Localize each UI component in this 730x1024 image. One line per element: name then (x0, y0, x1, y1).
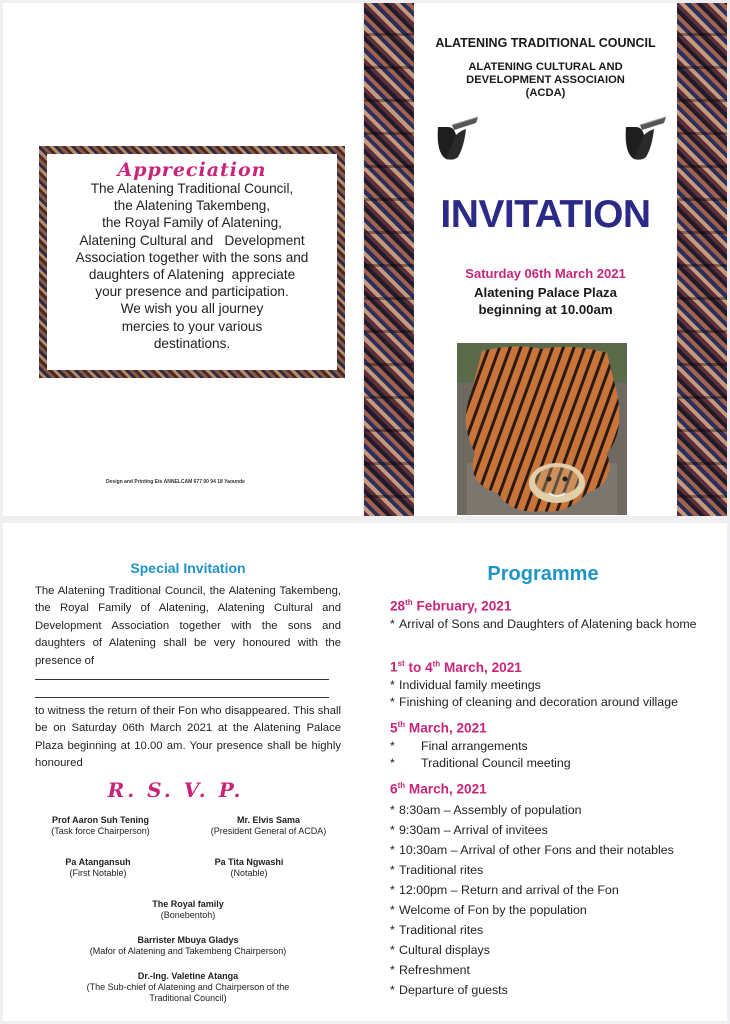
programme-item-text: 8:30am – Assembly of population (399, 803, 582, 817)
date-rest: March, 2021 (405, 781, 487, 797)
association-line: ALATENING CULTURAL AND (468, 61, 623, 73)
programme-item-text: Cultural displays (399, 943, 490, 957)
signatory-name: The Royal family (152, 899, 224, 909)
appreciation-line: your presence and participation. (95, 284, 289, 300)
traditional-pattern-border-right (677, 3, 727, 516)
programme-item-text: 12:00pm – Return and arrival of the Fon (399, 883, 619, 897)
association-line: (ACDA) (525, 87, 566, 99)
back-cover-page (3, 3, 362, 516)
date-rest: to 4th March, 2021 (404, 659, 522, 675)
date-suffix: th (397, 720, 406, 729)
date-day: 28 (390, 598, 406, 614)
programme-date (390, 781, 487, 797)
venue-line: Alatening Palace Plaza (474, 285, 617, 300)
signatory-name: Barrister Mbuya Gladys (137, 935, 239, 945)
programme-item-text: Arrival of Sons and Daughters of Alatening back home (399, 617, 697, 631)
programme-item: * Refreshment (390, 963, 470, 977)
guest-name-line (35, 679, 329, 680)
signatory-role: (The Sub-chief of Alatening and Chairperson of the Traditional Council) (86, 982, 290, 1003)
traditional-pattern-border-left (364, 3, 414, 516)
programme-item-text: Welcome of Fon by the population (399, 903, 587, 917)
date-rest: March, 2021 (405, 720, 487, 736)
programme-item: * 12:00pm – Return and arrival of the Fon (390, 883, 619, 897)
signatory-name: Mr. Elvis Sama (236, 815, 301, 825)
signatory (48, 857, 148, 879)
programme-item-text: Final arrangements (421, 739, 528, 753)
programme-item-text: Finishing of cleaning and decoration around village (399, 695, 678, 709)
programme-item-text: Traditional rites (399, 863, 484, 877)
programme-item-text: Refreshment (399, 963, 470, 977)
date-suffix: st (397, 659, 405, 668)
signatory-role: (First Notable) (69, 868, 127, 878)
association-name (414, 61, 677, 100)
programme-item: * Traditional rites (390, 923, 484, 937)
date-rest: February, 2021 (412, 598, 512, 614)
council-title: ALATENING TRADITIONAL COUNCIL (435, 36, 656, 50)
programme-item: * 10:30am – Arrival of other Fons and their notables (390, 843, 674, 857)
date-day: 1 (390, 659, 398, 675)
programme-item: * 9:30am – Arrival of invitees (390, 823, 548, 837)
event-venue (414, 284, 677, 318)
venue-line: beginning at 10.00am (478, 302, 613, 317)
date-suffix: th (397, 781, 406, 790)
appreciation-line: destinations. (153, 335, 231, 351)
rsvp-title: R. S. V. P. (107, 778, 244, 802)
signatory (43, 815, 158, 837)
date-day: 6 (390, 781, 398, 797)
programme-item: * Traditional Council meeting (390, 756, 571, 770)
programme-item-text: Traditional rites (399, 923, 484, 937)
gong-icon (432, 113, 480, 168)
appreciation-line: Association together with the sons and (75, 249, 309, 265)
design-credit: Design and Printing Ets ANNELCAM 677 00 94 18 Yaounde (106, 479, 245, 485)
special-invitation-text-continued: to witness the return of their Fon who disappeared. This shall be on Saturday 06th March 2021 at the Alatening Palace Plaza beginning at 10.00 am. Your presence shall be highly honoured (35, 705, 341, 770)
programme-item: * Departure of guests (390, 983, 508, 997)
tiger-skin-photo (457, 343, 627, 515)
appreciation-title: Appreciation (117, 159, 267, 181)
signatory (193, 857, 305, 879)
appreciation-line: The Alatening Traditional Council, (90, 181, 294, 196)
signatory-name: Dr.-Ing. Valetine Atanga (137, 971, 239, 981)
programme-item: * 8:30am – Assembly of population (390, 803, 582, 817)
signatory-role: (Task force Chairperson) (51, 826, 150, 836)
programme-item: * Arrival of Sons and Daughters of Alatening back home (390, 617, 697, 631)
association-line: DEVELOPMENT ASSOCIAION (466, 74, 625, 86)
programme-item-text: Traditional Council meeting (421, 756, 571, 770)
programme-date (390, 598, 511, 614)
appreciation-line: daughters of Alatening appreciate (88, 267, 296, 283)
signatory (65, 971, 311, 1004)
signatory-role: (Mafor of Alatening and Takembeng Chairperson) (89, 946, 287, 956)
programme-date (390, 720, 487, 736)
date-suffix: th (405, 598, 413, 607)
programme-item: * Finishing of cleaning and decoration around village (390, 695, 678, 709)
programme-item: * Traditional rites (390, 863, 484, 877)
signatory (128, 899, 248, 921)
gong-icon (620, 113, 668, 168)
invitation-heading: INVITATION (440, 193, 651, 236)
signatory-role: (Bonebentoh) (160, 910, 216, 920)
appreciation-line: the Royal Family of Alatening, (102, 215, 282, 231)
special-invitation-text: The Alatening Traditional Council, the Alatening Takembeng, the Royal Family of Alatening, Alatening Cultural and Development Association together with the sons and daughters of Alatening shall be very honoured with the presence of (35, 585, 341, 667)
signatory (196, 815, 341, 837)
signatory-name: Prof Aaron Suh Tening (52, 815, 149, 825)
special-invitation-title: Special Invitation (130, 560, 246, 576)
appreciation-frame (39, 146, 345, 378)
appreciation-line: the Alatening Takembeng, (113, 198, 271, 214)
programme-item-text: 9:30am – Arrival of invitees (399, 823, 548, 837)
programme-item-text: 10:30am – Arrival of other Fons and their notables (399, 843, 674, 857)
signatory-role: (President General of ACDA) (210, 826, 327, 836)
inner-spread-page (3, 523, 727, 1021)
programme-item: * Welcome of Fon by the population (390, 903, 587, 917)
appreciation-box (47, 154, 337, 370)
appreciation-line: mercies to your various (121, 318, 263, 334)
signatory-name: Pa Atangansuh (65, 857, 131, 867)
date-day: 5 (390, 720, 398, 736)
appreciation-line: We wish you all journey (120, 301, 264, 317)
appreciation-line: Alatening Cultural and Development (79, 232, 305, 248)
front-cover-page (364, 3, 727, 516)
event-date: Saturday 06th March 2021 (465, 266, 626, 281)
programme-item-text: Departure of guests (399, 983, 508, 997)
guest-name-line (35, 697, 329, 698)
programme-item: * Cultural displays (390, 943, 490, 957)
signatory-name: Pa Tita Ngwashi (214, 857, 284, 867)
signatory (63, 935, 313, 957)
programme-item: * Individual family meetings (390, 678, 541, 692)
programme-item: * Final arrangements (390, 739, 528, 753)
date-suffix: th (432, 659, 441, 668)
programme-title: Programme (487, 563, 599, 585)
programme-item-text: Individual family meetings (399, 678, 541, 692)
programme-date (390, 659, 522, 675)
appreciation-text (47, 180, 337, 352)
signatory-role: (Notable) (230, 868, 268, 878)
